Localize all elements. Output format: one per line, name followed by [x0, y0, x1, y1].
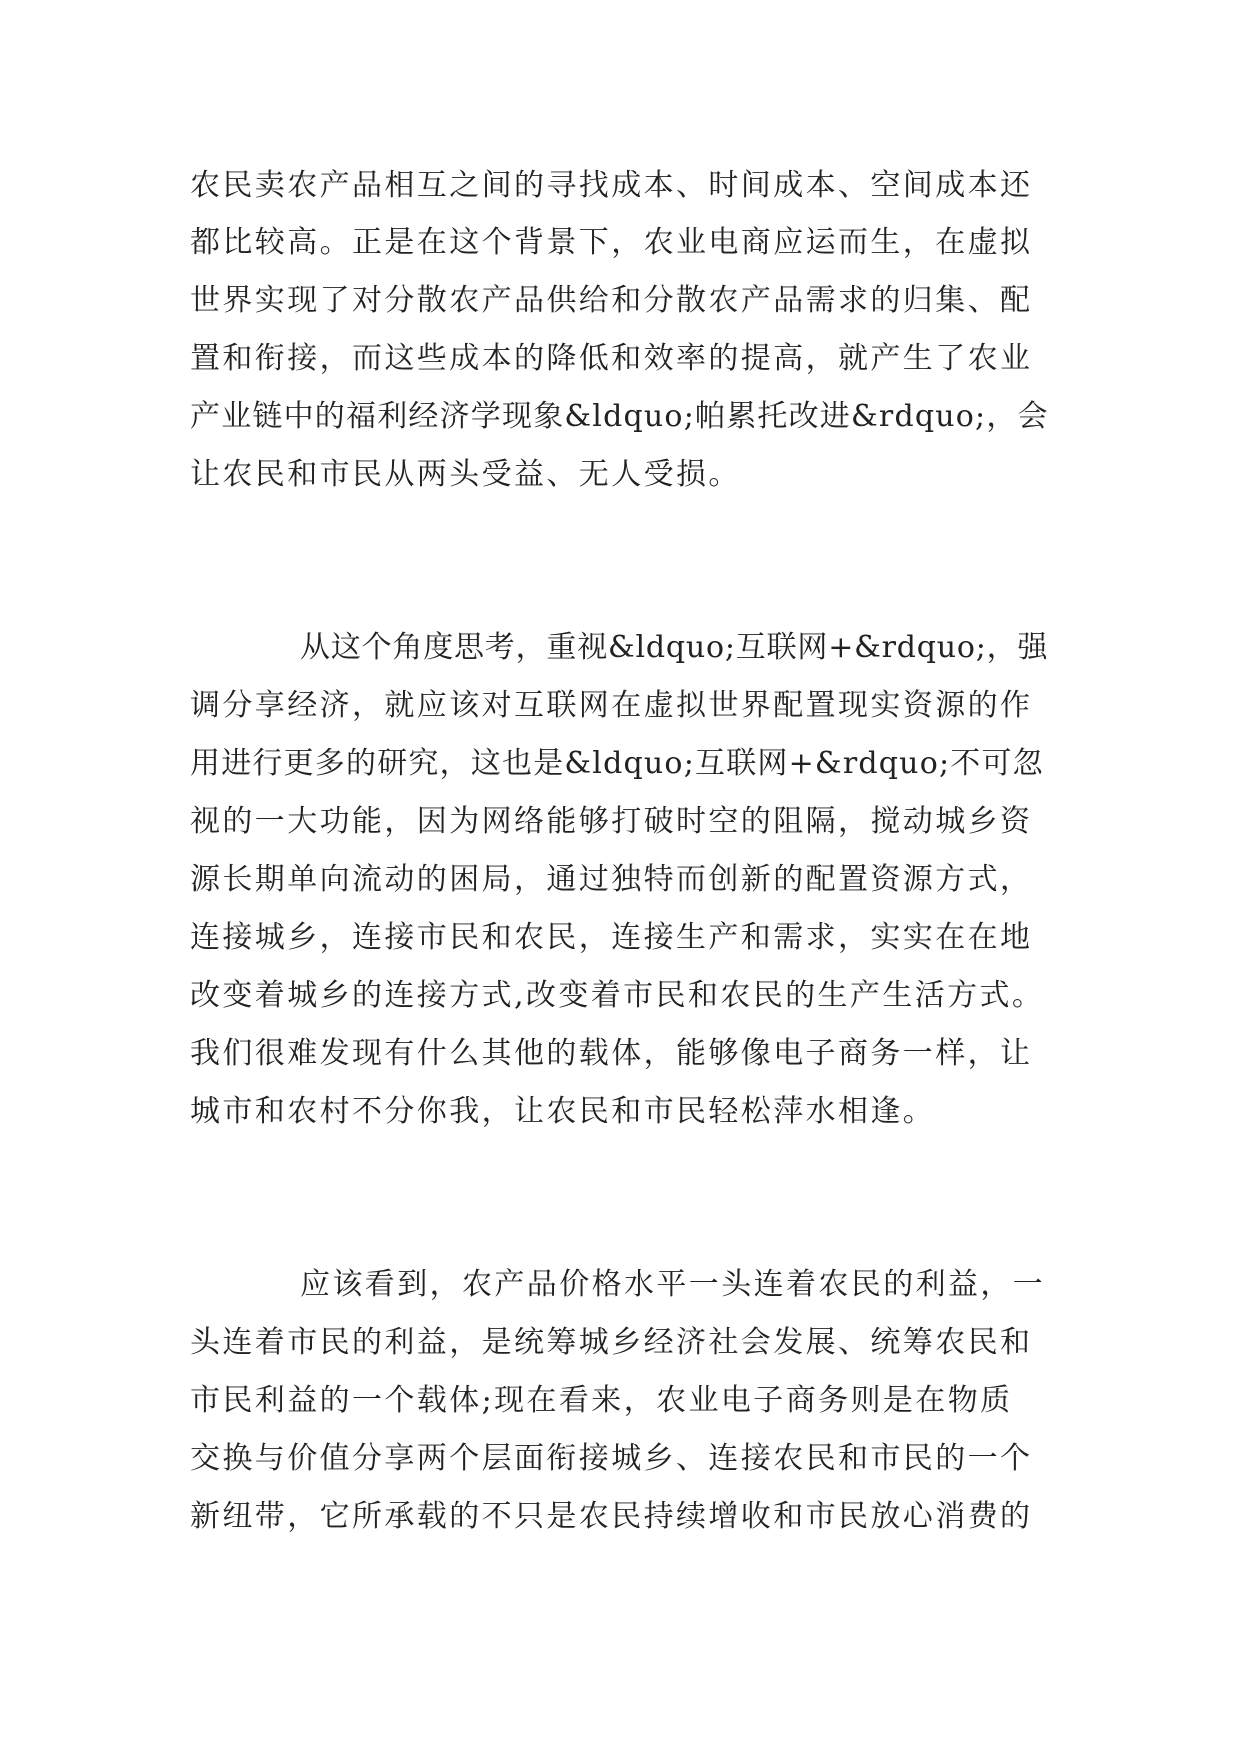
text-line: 都比较高。正是在这个背景下，农业电商应运而生，在虚拟	[190, 225, 1033, 260]
text-line: 连接城乡，连接市民和农民，连接生产和需求，实实在在地	[190, 920, 1033, 955]
text-line: 源长期单向流动的困局，通过独特而创新的配置资源方式，	[190, 862, 1033, 897]
text-line: 农民卖农产品相互之间的寻找成本、时间成本、空间成本还	[190, 168, 1033, 203]
text-line: 应该看到，农产品价格水平一头连着农民的利益，一	[300, 1267, 1046, 1302]
text-line: 世界实现了对分散农产品供给和分散农产品需求的归集、配	[190, 283, 1033, 318]
text-line: 用进行更多的研究，这也是&ldquo;互联网+&rdquo;不可忽	[190, 746, 1044, 781]
text-line: 调分享经济，就应该对互联网在虚拟世界配置现实资源的作	[190, 688, 1033, 723]
text-line: 市民利益的一个载体;现在看来，农业电子商务则是在物质	[190, 1383, 1013, 1418]
text-line: 城市和农村不分你我，让农民和市民轻松萍水相逢。	[190, 1094, 936, 1129]
text-line: 新纽带，它所承载的不只是农民持续增收和市民放心消费的	[190, 1499, 1033, 1534]
text-line: 视的一大功能，因为网络能够打破时空的阻隔，搅动城乡资	[190, 804, 1033, 839]
text-line: 置和衔接，而这些成本的降低和效率的提高，就产生了农业	[190, 341, 1033, 376]
text-line: 产业链中的福利经济学现象&ldquo;帕累托改进&rdquo;，会	[190, 399, 1049, 434]
text-line: 从这个角度思考，重视&ldquo;互联网+&rdquo;，强	[300, 630, 1049, 665]
text-line: 我们很难发现有什么其他的载体，能够像电子商务一样，让	[190, 1036, 1033, 1071]
text-line: 让农民和市民从两头受益、无人受损。	[190, 457, 741, 492]
text-line: 头连着市民的利益，是统筹城乡经济社会发展、统筹农民和	[190, 1325, 1033, 1360]
text-line: 交换与价值分享两个层面衔接城乡、连接农民和市民的一个	[190, 1441, 1033, 1476]
text-line: 改变着城乡的连接方式,改变着市民和农民的生产生活方式。	[190, 978, 1045, 1013]
